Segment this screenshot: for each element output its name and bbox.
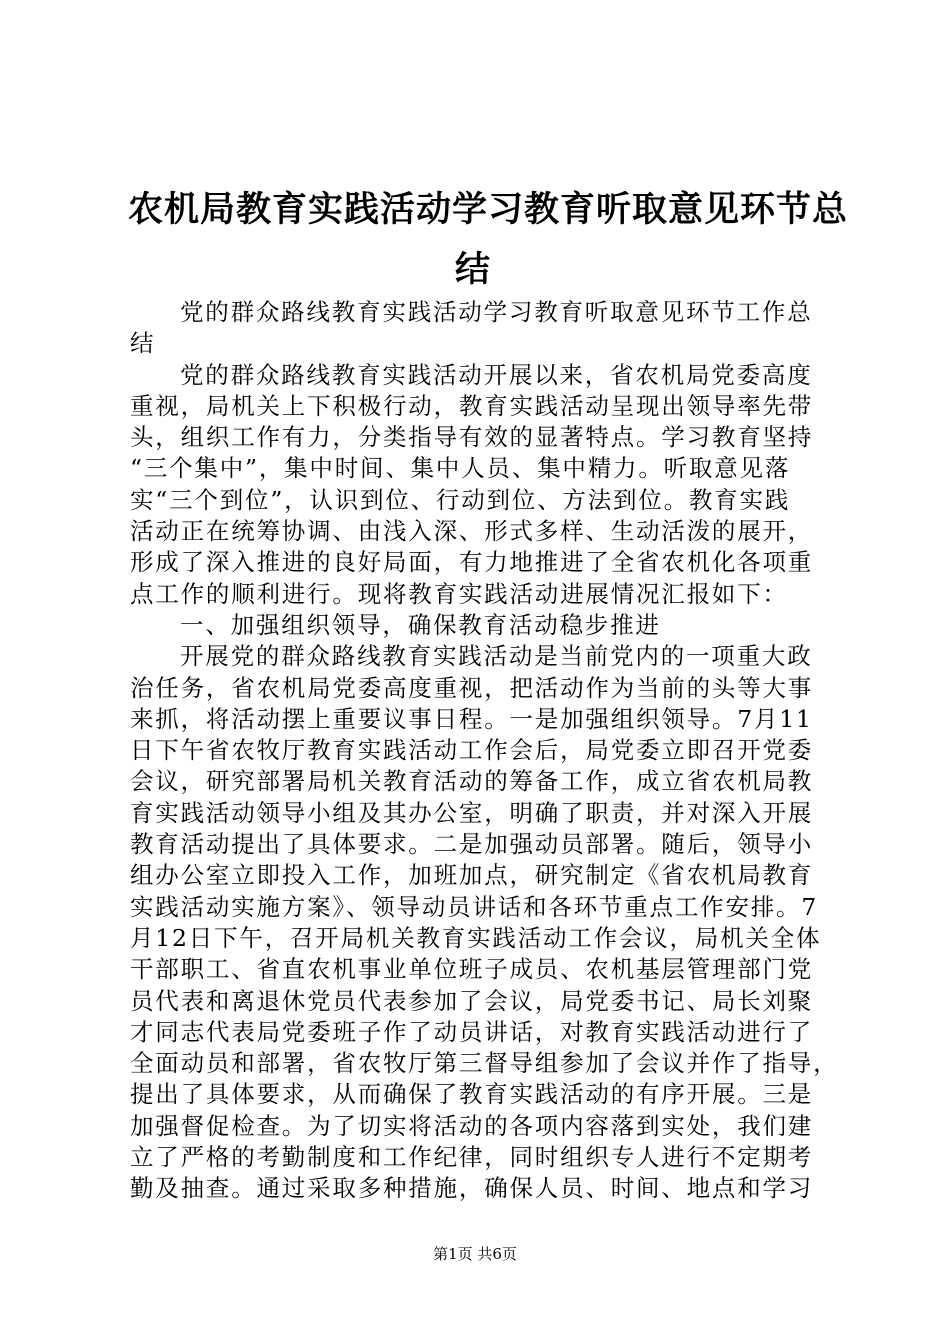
paragraph-line: 重视，局机关上下积极行动，教育实践活动呈现出领导率先带: [130, 391, 814, 420]
paragraph-line: 党的群众路线教育实践活动开展以来，省农机局党委高度: [180, 360, 813, 389]
paragraph-line: 教育活动提出了具体要求。二是加强动员部署。随后，领导小: [130, 830, 814, 859]
paragraph-line: 头，组织工作有力，分类指导有效的显著特点。学习教育坚持: [130, 423, 814, 452]
paragraph-line: 育实践活动领导小组及其办公室，明确了职责，并对深入开展: [130, 798, 814, 827]
paragraph-line: 提出了具体要求，从而确保了教育实践活动的有序开展。三是: [130, 1080, 814, 1109]
paragraph-line: 实“三个到位”，认识到位、行动到位、方法到位。教育实践: [130, 485, 791, 514]
paragraph-line: 日下午省农牧厅教育实践活动工作会后，局党委立即召开党委: [130, 736, 814, 765]
paragraph-line: 全面动员和部署，省农牧厅第三督导组参加了会议并作了指导，: [130, 1049, 839, 1078]
paragraph-line: 党的群众路线教育实践活动学习教育听取意见环节工作总: [180, 298, 813, 326]
paragraph-line: 实践活动实施方案》、领导动员讲话和各环节重点工作安排。7: [130, 892, 819, 921]
paragraph-line: 来抓，将活动摆上重要议事日程。一是加强组织领导。7月11: [130, 704, 813, 733]
paragraph-line: 勤及抽查。通过采取多种措施，确保人员、时间、地点和学习: [130, 1174, 814, 1203]
paragraph-line: 活动正在统筹协调、由浅入深、形式多样、生动活泼的展开，: [130, 517, 814, 546]
paragraph-line: 治任务，省农机局党委高度重视，把活动作为当前的头等大事: [130, 673, 814, 702]
paragraph-line: 月12日下午，召开局机关教育实践活动工作会议，局机关全体: [130, 923, 822, 952]
paragraph-line: 加强督促检查。为了切实将活动的各项内容落到实处，我们建: [130, 1111, 814, 1140]
paragraph-line: 形成了深入推进的良好局面，有力地推进了全省农机化各项重: [130, 548, 814, 577]
page-footer: 第1页 共6页: [433, 1245, 517, 1263]
paragraph-line: 点工作的顺利进行。现将教育实践活动进展情况汇报如下：: [130, 579, 788, 608]
document-title-line-2: 结: [455, 249, 492, 290]
paragraph-line: 结: [130, 329, 156, 358]
document-body: [130, 297, 840, 1205]
paragraph-line: 立了严格的考勤制度和工作纪律，同时组织专人进行不定期考: [130, 1143, 814, 1172]
paragraph-line: 干部职工、省直农机事业单位班子成员、农机基层管理部门党: [130, 955, 814, 984]
paragraph-line: 开展党的群众路线教育实践活动是当前党内的一项重大政: [180, 642, 813, 671]
paragraph-line: 一、加强组织领导，确保教育活动稳步推进: [180, 610, 661, 639]
paragraph-line: 会议，研究部署局机关教育活动的筹备工作，成立省农机局教: [130, 767, 814, 796]
paragraph-line: 员代表和离退休党员代表参加了会议，局党委书记、局长刘聚: [130, 986, 814, 1015]
paragraph-line: “三个集中”，集中时间、集中人员、集中精力。听取意见落: [130, 454, 791, 483]
document-title-line-1: 农机局教育实践活动学习教育听取意见环节总: [128, 189, 849, 230]
paragraph-line: 才同志代表局党委班子作了动员讲话，对教育实践活动进行了: [130, 1017, 814, 1046]
paragraph-line: 组办公室立即投入工作，加班加点，研究制定《省农机局教育: [130, 861, 814, 890]
